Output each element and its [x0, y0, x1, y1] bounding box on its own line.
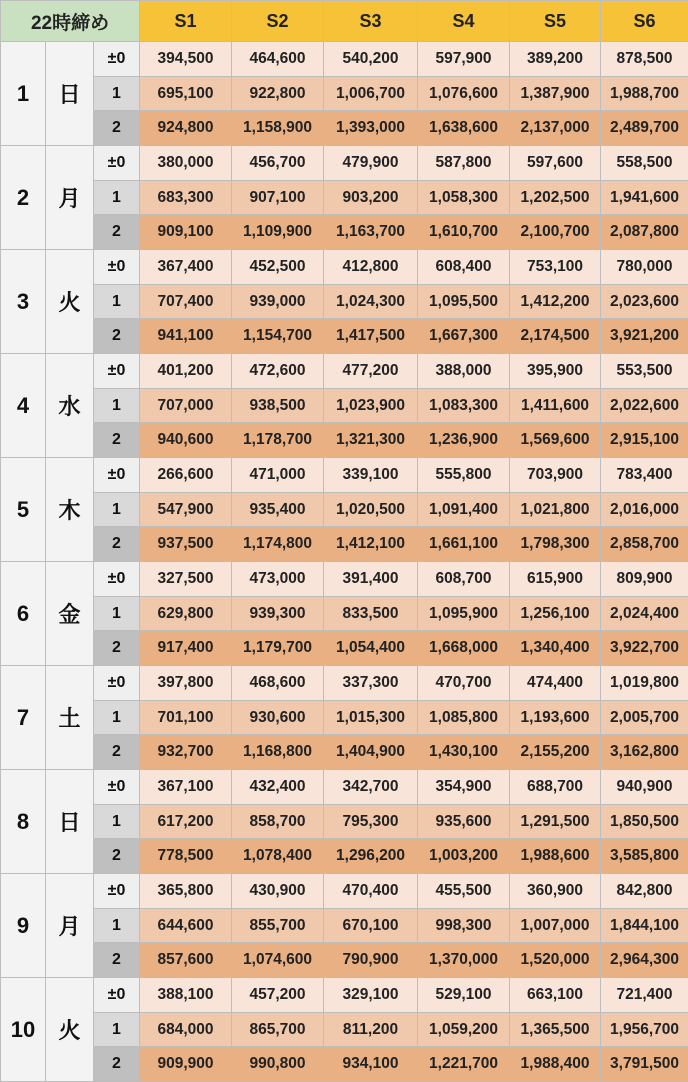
value-cell: 529,100 [418, 978, 510, 1013]
value-cell: 932,700 [140, 735, 232, 770]
value-cell: 2,024,400 [601, 597, 688, 631]
value-cell: 688,700 [510, 770, 601, 805]
day-number: 4 [1, 354, 46, 458]
value-cell: 629,800 [140, 597, 232, 631]
value-cell: 1,798,300 [510, 527, 601, 562]
value-cell: 937,500 [140, 527, 232, 562]
value-cell: 2,915,100 [601, 423, 688, 458]
setting-level: 1 [94, 493, 140, 527]
value-cell: 1,988,700 [601, 77, 688, 111]
table-row [1, 458, 688, 493]
value-cell: 930,600 [232, 701, 324, 735]
value-cell: 684,000 [140, 1013, 232, 1047]
value-cell: 1,179,700 [232, 631, 324, 666]
setting-level: 2 [94, 215, 140, 250]
setting-level: 2 [94, 1047, 140, 1082]
value-cell: 2,005,700 [601, 701, 688, 735]
value-cell: 1,668,000 [418, 631, 510, 666]
value-cell: 1,085,800 [418, 701, 510, 735]
value-cell: 1,095,500 [418, 285, 510, 319]
value-cell: 2,489,700 [601, 111, 688, 146]
value-cell: 907,100 [232, 181, 324, 215]
value-cell: 1,054,400 [324, 631, 418, 666]
value-cell: 329,100 [324, 978, 418, 1013]
value-cell: 924,800 [140, 111, 232, 146]
value-cell: 479,900 [324, 146, 418, 181]
setting-level: 2 [94, 423, 140, 458]
value-cell: 795,300 [324, 805, 418, 839]
table-row [1, 215, 688, 250]
value-cell: 2,137,000 [510, 111, 601, 146]
value-cell: 587,800 [418, 146, 510, 181]
value-cell: 470,700 [418, 666, 510, 701]
value-cell: 1,430,100 [418, 735, 510, 770]
value-cell: 1,844,100 [601, 909, 688, 943]
value-cell: 412,800 [324, 250, 418, 285]
setting-level: ±0 [94, 146, 140, 181]
value-cell: 1,193,600 [510, 701, 601, 735]
setting-level: 1 [94, 181, 140, 215]
value-cell: 608,700 [418, 562, 510, 597]
day-number: 7 [1, 666, 46, 770]
value-cell: 909,100 [140, 215, 232, 250]
setting-level: ±0 [94, 978, 140, 1013]
value-cell: 2,155,200 [510, 735, 601, 770]
column-header-s4: S4 [418, 1, 510, 42]
table-row [1, 943, 688, 978]
value-cell: 1,078,400 [232, 839, 324, 874]
value-cell: 1,023,900 [324, 389, 418, 423]
value-cell: 473,000 [232, 562, 324, 597]
value-cell: 721,400 [601, 978, 688, 1013]
value-cell: 790,900 [324, 943, 418, 978]
day-weekday: 土 [46, 666, 94, 770]
value-cell: 695,100 [140, 77, 232, 111]
value-cell: 940,600 [140, 423, 232, 458]
value-cell: 455,500 [418, 874, 510, 909]
value-cell: 397,800 [140, 666, 232, 701]
value-cell: 1,174,800 [232, 527, 324, 562]
value-cell: 922,800 [232, 77, 324, 111]
value-cell: 2,016,000 [601, 493, 688, 527]
value-cell: 555,800 [418, 458, 510, 493]
value-cell: 388,100 [140, 978, 232, 1013]
value-cell: 1,109,900 [232, 215, 324, 250]
value-cell: 1,988,400 [510, 1047, 601, 1082]
value-cell: 935,600 [418, 805, 510, 839]
day-number: 1 [1, 42, 46, 146]
value-cell: 1,020,500 [324, 493, 418, 527]
table-row [1, 42, 688, 77]
value-cell: 1,850,500 [601, 805, 688, 839]
value-cell: 2,858,700 [601, 527, 688, 562]
value-cell: 939,300 [232, 597, 324, 631]
table-row [1, 839, 688, 874]
value-cell: 1,154,700 [232, 319, 324, 354]
value-cell: 1,520,000 [510, 943, 601, 978]
table-body [1, 42, 688, 1082]
value-cell: 842,800 [601, 874, 688, 909]
value-cell: 1,404,900 [324, 735, 418, 770]
value-cell: 477,200 [324, 354, 418, 389]
value-cell: 432,400 [232, 770, 324, 805]
value-cell: 472,600 [232, 354, 324, 389]
value-cell: 934,100 [324, 1047, 418, 1082]
value-cell: 855,700 [232, 909, 324, 943]
table-row [1, 493, 688, 527]
table-row [1, 319, 688, 354]
value-cell: 990,800 [232, 1047, 324, 1082]
setting-level: ±0 [94, 770, 140, 805]
day-weekday: 火 [46, 978, 94, 1082]
table-row [1, 701, 688, 735]
day-number: 3 [1, 250, 46, 354]
value-cell: 1,387,900 [510, 77, 601, 111]
table-row [1, 770, 688, 805]
day-weekday: 月 [46, 874, 94, 978]
value-cell: 3,791,500 [601, 1047, 688, 1082]
value-cell: 1,321,300 [324, 423, 418, 458]
table-row [1, 1047, 688, 1082]
value-cell: 703,900 [510, 458, 601, 493]
value-cell: 1,412,100 [324, 527, 418, 562]
value-cell: 1,021,800 [510, 493, 601, 527]
value-cell: 1,638,600 [418, 111, 510, 146]
value-cell: 1,412,200 [510, 285, 601, 319]
setting-level: ±0 [94, 250, 140, 285]
value-cell: 367,100 [140, 770, 232, 805]
value-cell: 394,500 [140, 42, 232, 77]
value-cell: 1,168,800 [232, 735, 324, 770]
day-number: 6 [1, 562, 46, 666]
table-title: 22時締め [1, 1, 140, 42]
value-cell: 553,500 [601, 354, 688, 389]
value-cell: 470,400 [324, 874, 418, 909]
setting-level: ±0 [94, 42, 140, 77]
table-row [1, 181, 688, 215]
day-number: 9 [1, 874, 46, 978]
setting-level: 1 [94, 389, 140, 423]
value-cell: 857,600 [140, 943, 232, 978]
value-cell: 1,340,400 [510, 631, 601, 666]
value-cell: 1,393,000 [324, 111, 418, 146]
value-cell: 3,921,200 [601, 319, 688, 354]
value-cell: 388,000 [418, 354, 510, 389]
value-cell: 938,500 [232, 389, 324, 423]
value-cell: 339,100 [324, 458, 418, 493]
value-cell: 367,400 [140, 250, 232, 285]
value-cell: 464,600 [232, 42, 324, 77]
day-weekday: 金 [46, 562, 94, 666]
table-row [1, 111, 688, 146]
value-cell: 3,922,700 [601, 631, 688, 666]
value-cell: 1,667,300 [418, 319, 510, 354]
value-cell: 701,100 [140, 701, 232, 735]
value-cell: 878,500 [601, 42, 688, 77]
value-cell: 1,202,500 [510, 181, 601, 215]
table-row [1, 562, 688, 597]
value-cell: 1,370,000 [418, 943, 510, 978]
value-cell: 1,417,500 [324, 319, 418, 354]
value-cell: 395,900 [510, 354, 601, 389]
value-cell: 2,174,500 [510, 319, 601, 354]
value-cell: 342,700 [324, 770, 418, 805]
value-cell: 389,200 [510, 42, 601, 77]
value-cell: 1,095,900 [418, 597, 510, 631]
value-cell: 778,500 [140, 839, 232, 874]
table-row [1, 146, 688, 181]
setting-level: 2 [94, 839, 140, 874]
column-header-s3: S3 [324, 1, 418, 42]
table-row [1, 389, 688, 423]
value-cell: 941,100 [140, 319, 232, 354]
header-row [1, 1, 688, 42]
value-cell: 1,569,600 [510, 423, 601, 458]
value-cell: 1,058,300 [418, 181, 510, 215]
value-cell: 935,400 [232, 493, 324, 527]
value-cell: 1,411,600 [510, 389, 601, 423]
setting-level: 2 [94, 735, 140, 770]
value-cell: 670,100 [324, 909, 418, 943]
table-row [1, 423, 688, 458]
setting-level: 2 [94, 631, 140, 666]
setting-level: 1 [94, 597, 140, 631]
table-row [1, 666, 688, 701]
value-cell: 1,221,700 [418, 1047, 510, 1082]
value-cell: 468,600 [232, 666, 324, 701]
value-cell: 1,015,300 [324, 701, 418, 735]
value-cell: 558,500 [601, 146, 688, 181]
table-row [1, 527, 688, 562]
value-cell: 1,956,700 [601, 1013, 688, 1047]
setting-level: 2 [94, 319, 140, 354]
value-cell: 615,900 [510, 562, 601, 597]
value-cell: 547,900 [140, 493, 232, 527]
value-cell: 365,800 [140, 874, 232, 909]
value-cell: 380,000 [140, 146, 232, 181]
value-cell: 391,400 [324, 562, 418, 597]
value-cell: 1,291,500 [510, 805, 601, 839]
day-weekday: 水 [46, 354, 94, 458]
value-cell: 707,000 [140, 389, 232, 423]
setting-level: 1 [94, 909, 140, 943]
value-cell: 1,988,600 [510, 839, 601, 874]
setting-level: ±0 [94, 354, 140, 389]
value-cell: 360,900 [510, 874, 601, 909]
value-cell: 457,200 [232, 978, 324, 1013]
table-row [1, 805, 688, 839]
value-cell: 1,256,100 [510, 597, 601, 631]
value-cell: 663,100 [510, 978, 601, 1013]
value-cell: 327,500 [140, 562, 232, 597]
day-weekday: 日 [46, 42, 94, 146]
value-cell: 1,158,900 [232, 111, 324, 146]
value-cell: 2,087,800 [601, 215, 688, 250]
value-cell: 1,178,700 [232, 423, 324, 458]
day-weekday: 木 [46, 458, 94, 562]
table-row [1, 597, 688, 631]
value-cell: 1,163,700 [324, 215, 418, 250]
day-number: 5 [1, 458, 46, 562]
value-cell: 474,400 [510, 666, 601, 701]
value-cell: 471,000 [232, 458, 324, 493]
table-row [1, 909, 688, 943]
setting-level: 2 [94, 111, 140, 146]
table-row [1, 285, 688, 319]
value-cell: 3,162,800 [601, 735, 688, 770]
value-cell: 2,964,300 [601, 943, 688, 978]
value-cell: 1,091,400 [418, 493, 510, 527]
value-cell: 1,236,900 [418, 423, 510, 458]
day-weekday: 月 [46, 146, 94, 250]
value-cell: 1,024,300 [324, 285, 418, 319]
column-header-s2: S2 [232, 1, 324, 42]
table-row [1, 735, 688, 770]
column-header-s5: S5 [510, 1, 601, 42]
value-cell: 683,300 [140, 181, 232, 215]
value-cell: 833,500 [324, 597, 418, 631]
value-cell: 1,074,600 [232, 943, 324, 978]
value-cell: 1,019,800 [601, 666, 688, 701]
value-cell: 780,000 [601, 250, 688, 285]
value-cell: 783,400 [601, 458, 688, 493]
value-cell: 909,900 [140, 1047, 232, 1082]
value-cell: 858,700 [232, 805, 324, 839]
day-number: 2 [1, 146, 46, 250]
table-row [1, 978, 688, 1013]
value-cell: 809,900 [601, 562, 688, 597]
column-header-s1: S1 [140, 1, 232, 42]
value-cell: 903,200 [324, 181, 418, 215]
day-number: 8 [1, 770, 46, 874]
value-cell: 811,200 [324, 1013, 418, 1047]
value-cell: 939,000 [232, 285, 324, 319]
value-cell: 1,007,000 [510, 909, 601, 943]
setting-level: ±0 [94, 562, 140, 597]
day-number: 10 [1, 978, 46, 1082]
value-cell: 2,023,600 [601, 285, 688, 319]
value-cell: 644,600 [140, 909, 232, 943]
setting-level: 1 [94, 1013, 140, 1047]
table-row [1, 250, 688, 285]
value-cell: 940,900 [601, 770, 688, 805]
value-cell: 753,100 [510, 250, 601, 285]
table-row [1, 354, 688, 389]
setting-level: 1 [94, 701, 140, 735]
table-row [1, 631, 688, 666]
value-cell: 1,941,600 [601, 181, 688, 215]
value-cell: 401,200 [140, 354, 232, 389]
value-cell: 1,661,100 [418, 527, 510, 562]
value-cell: 2,100,700 [510, 215, 601, 250]
value-cell: 597,600 [510, 146, 601, 181]
value-cell: 865,700 [232, 1013, 324, 1047]
setting-level: ±0 [94, 666, 140, 701]
value-cell: 337,300 [324, 666, 418, 701]
setting-level: 2 [94, 943, 140, 978]
value-cell: 1,003,200 [418, 839, 510, 874]
value-cell: 354,900 [418, 770, 510, 805]
value-cell: 917,400 [140, 631, 232, 666]
value-cell: 430,900 [232, 874, 324, 909]
value-cell: 456,700 [232, 146, 324, 181]
setting-level: 1 [94, 285, 140, 319]
value-cell: 1,083,300 [418, 389, 510, 423]
value-cell: 540,200 [324, 42, 418, 77]
value-cell: 1,296,200 [324, 839, 418, 874]
value-cell: 1,059,200 [418, 1013, 510, 1047]
setting-level: 1 [94, 77, 140, 111]
table-row [1, 77, 688, 111]
table-row [1, 874, 688, 909]
value-cell: 266,600 [140, 458, 232, 493]
value-cell: 1,365,500 [510, 1013, 601, 1047]
setting-level: ±0 [94, 874, 140, 909]
setting-level: 1 [94, 805, 140, 839]
day-weekday: 日 [46, 770, 94, 874]
day-weekday: 火 [46, 250, 94, 354]
value-cell: 2,022,600 [601, 389, 688, 423]
value-cell: 617,200 [140, 805, 232, 839]
value-cell: 998,300 [418, 909, 510, 943]
value-cell: 1,610,700 [418, 215, 510, 250]
value-cell: 1,006,700 [324, 77, 418, 111]
setting-level: 2 [94, 527, 140, 562]
value-cell: 3,585,800 [601, 839, 688, 874]
column-header-s6: S6 [601, 1, 688, 42]
setting-level: ±0 [94, 458, 140, 493]
value-cell: 707,400 [140, 285, 232, 319]
value-cell: 597,900 [418, 42, 510, 77]
value-cell: 452,500 [232, 250, 324, 285]
table-row [1, 1013, 688, 1047]
value-cell: 608,400 [418, 250, 510, 285]
value-cell: 1,076,600 [418, 77, 510, 111]
